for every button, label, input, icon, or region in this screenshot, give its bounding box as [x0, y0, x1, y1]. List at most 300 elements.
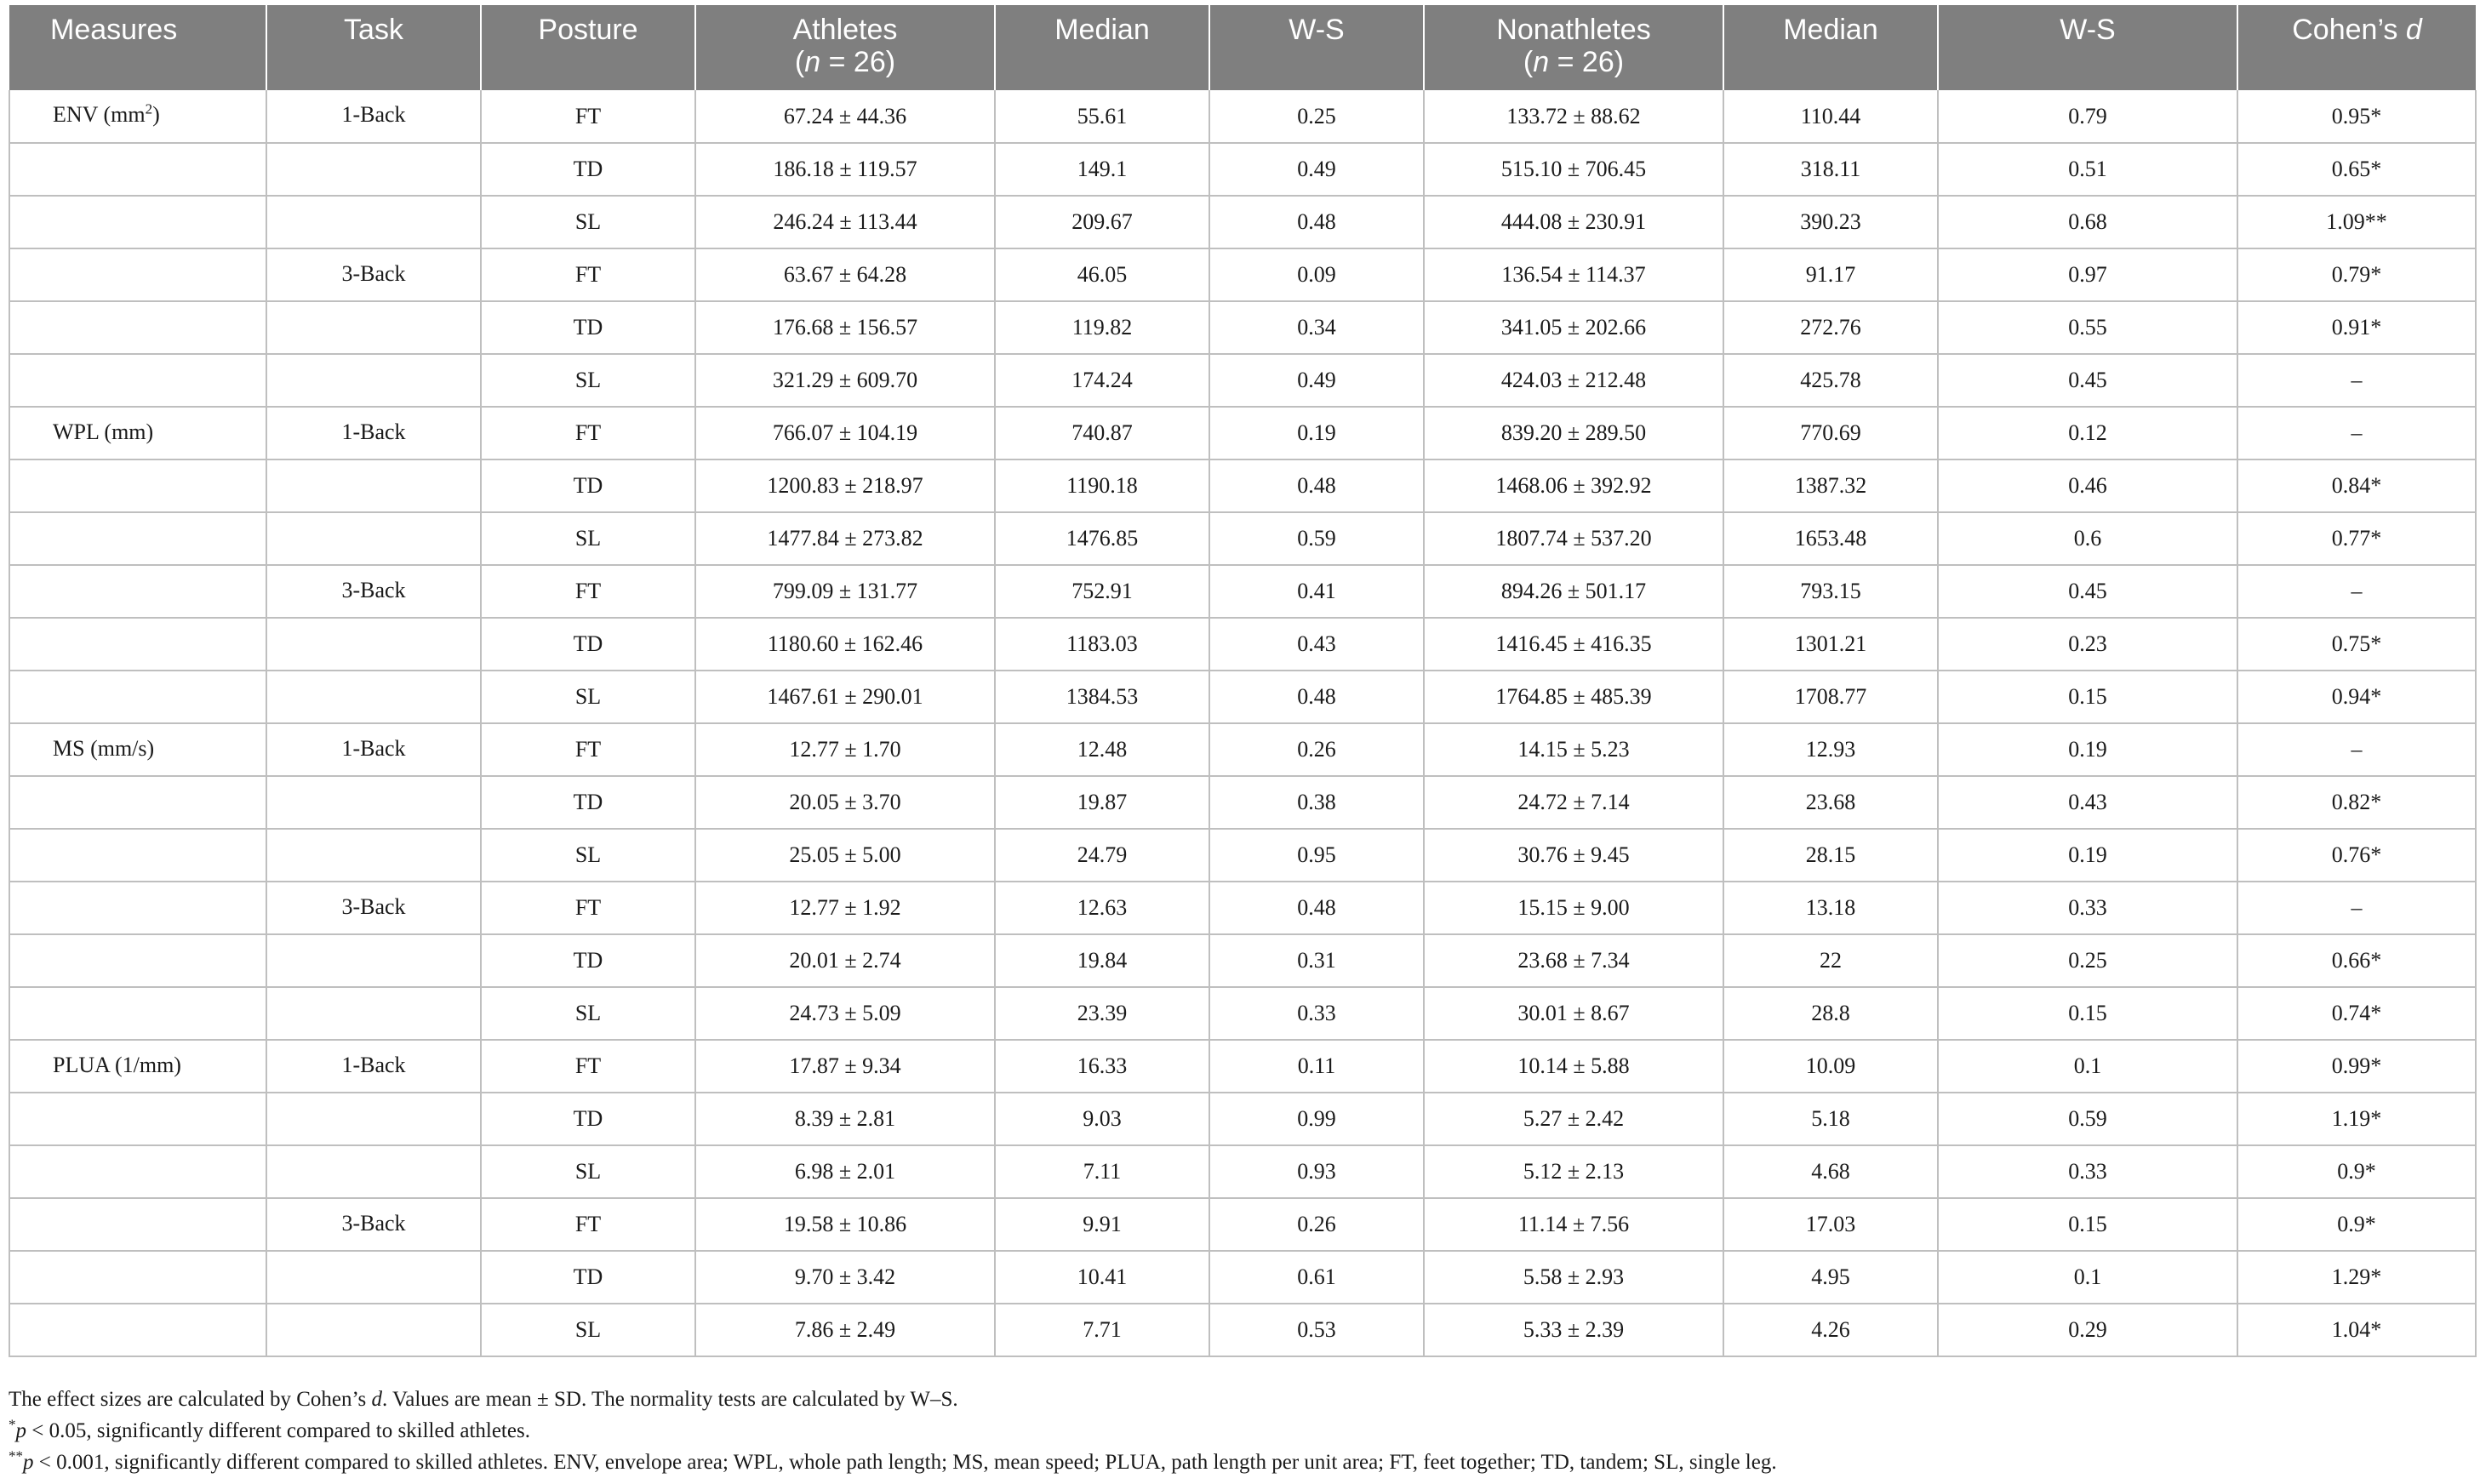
cell-cohens-d: 0.74*: [2237, 987, 2476, 1040]
cell-nonathletes: 1807.74 ± 537.20: [1424, 512, 1723, 565]
cell-athletes: 63.67 ± 64.28: [695, 248, 995, 301]
cell-nonathletes: 515.10 ± 706.45: [1424, 143, 1723, 196]
cell-athletes: 766.07 ± 104.19: [695, 407, 995, 459]
cell-ws-2: 0.97: [1938, 248, 2237, 301]
cell-median-2: 28.15: [1723, 829, 1938, 882]
cell-ws: 0.33: [1209, 987, 1424, 1040]
cell-measure: [9, 1198, 266, 1251]
cell-median-2: 91.17: [1723, 248, 1938, 301]
cell-median: 55.61: [995, 90, 1209, 143]
cell-nonathletes: 341.05 ± 202.66: [1424, 301, 1723, 354]
header-nonathletes-n-value: = 26): [1549, 46, 1625, 78]
cell-ws-2: 0.19: [1938, 829, 2237, 882]
cell-ws-2: 0.33: [1938, 1145, 2237, 1198]
results-table: [9, 5, 2477, 1357]
cell-median-2: 390.23: [1723, 196, 1938, 248]
table-row: [9, 1198, 2476, 1251]
cell-task: 3-Back: [266, 882, 481, 934]
cell-ws: 0.11: [1209, 1040, 1424, 1093]
cell-median-2: 4.26: [1723, 1304, 1938, 1356]
cell-ws: 0.38: [1209, 776, 1424, 829]
header-median: Median: [995, 5, 1209, 90]
cell-athletes: 321.29 ± 609.70: [695, 354, 995, 407]
cell-measure: [9, 512, 266, 565]
cell-athletes: 186.18 ± 119.57: [695, 143, 995, 196]
table-row: [9, 1145, 2476, 1198]
cell-ws: 0.99: [1209, 1093, 1424, 1145]
header-cohens-label: Cohen’s: [2292, 14, 2406, 46]
cell-median-2: 318.11: [1723, 143, 1938, 196]
cell-cohens-d: 0.76*: [2237, 829, 2476, 882]
cell-median: 12.63: [995, 882, 1209, 934]
cell-cohens-d: 0.9*: [2237, 1145, 2476, 1198]
cell-measure: [9, 1304, 266, 1356]
cell-athletes: 6.98 ± 2.01: [695, 1145, 995, 1198]
cell-cohens-d: 0.75*: [2237, 618, 2476, 671]
cell-median: 23.39: [995, 987, 1209, 1040]
header-nonathletes-n-var: n: [1533, 46, 1550, 78]
cell-nonathletes: 5.33 ± 2.39: [1424, 1304, 1723, 1356]
cell-median-2: 12.93: [1723, 723, 1938, 776]
cell-nonathletes: 839.20 ± 289.50: [1424, 407, 1723, 459]
cell-task: [266, 618, 481, 671]
cell-posture: FT: [481, 248, 695, 301]
cell-posture: SL: [481, 1145, 695, 1198]
cell-posture: TD: [481, 143, 695, 196]
note-line-3: [9, 1447, 1777, 1478]
cell-ws: 0.61: [1209, 1251, 1424, 1304]
cell-task: 1-Back: [266, 90, 481, 143]
cell-nonathletes: 23.68 ± 7.34: [1424, 934, 1723, 987]
cell-cohens-d: –: [2237, 565, 2476, 618]
cell-posture: TD: [481, 934, 695, 987]
cell-task: [266, 1251, 481, 1304]
cell-ws-2: 0.1: [1938, 1040, 2237, 1093]
cell-median: 24.79: [995, 829, 1209, 882]
cell-measure: [9, 248, 266, 301]
header-athletes: [695, 5, 995, 90]
cell-ws-2: 0.12: [1938, 407, 2237, 459]
cell-ws: 0.34: [1209, 301, 1424, 354]
header-posture: Posture: [481, 5, 695, 90]
cell-cohens-d: 0.77*: [2237, 512, 2476, 565]
table-row: [9, 143, 2476, 196]
note-2-sup: *: [9, 1416, 16, 1433]
cell-measure: MS (mm/s): [9, 723, 266, 776]
cell-cohens-d: 0.91*: [2237, 301, 2476, 354]
cell-posture: TD: [481, 1251, 695, 1304]
cell-ws: 0.09: [1209, 248, 1424, 301]
cell-ws-2: 0.68: [1938, 196, 2237, 248]
note-2-p: p: [15, 1419, 26, 1442]
cell-nonathletes: 136.54 ± 114.37: [1424, 248, 1723, 301]
cell-measure: [9, 671, 266, 723]
cell-cohens-d: 0.79*: [2237, 248, 2476, 301]
table-row: [9, 354, 2476, 407]
cell-cohens-d: 1.19*: [2237, 1093, 2476, 1145]
cell-median: 9.03: [995, 1093, 1209, 1145]
cell-cohens-d: 0.66*: [2237, 934, 2476, 987]
cell-measure: [9, 1251, 266, 1304]
cell-posture: FT: [481, 90, 695, 143]
cell-posture: SL: [481, 354, 695, 407]
measure-label: ENV (mm: [53, 102, 146, 127]
cell-median: 46.05: [995, 248, 1209, 301]
cell-ws: 0.49: [1209, 354, 1424, 407]
cell-measure: PLUA (1/mm): [9, 1040, 266, 1093]
cell-median: 10.41: [995, 1251, 1209, 1304]
cell-median: 149.1: [995, 143, 1209, 196]
cell-cohens-d: 1.09**: [2237, 196, 2476, 248]
header-nonathletes-n: (n = 26): [1523, 46, 1625, 78]
cell-ws: 0.41: [1209, 565, 1424, 618]
cell-median-2: 22: [1723, 934, 1938, 987]
cell-athletes: 8.39 ± 2.81: [695, 1093, 995, 1145]
cell-athletes: 24.73 ± 5.09: [695, 987, 995, 1040]
cell-nonathletes: 15.15 ± 9.00: [1424, 882, 1723, 934]
table-row: [9, 407, 2476, 459]
cell-task: 1-Back: [266, 1040, 481, 1093]
cell-median: 740.87: [995, 407, 1209, 459]
cell-task: [266, 1304, 481, 1356]
cell-measure: [9, 90, 266, 143]
cell-median: 1183.03: [995, 618, 1209, 671]
cell-median-2: 1301.21: [1723, 618, 1938, 671]
header-nonathletes-label: Nonathletes: [1496, 14, 1651, 46]
table-row: [9, 987, 2476, 1040]
cell-cohens-d: 0.94*: [2237, 671, 2476, 723]
table-row: [9, 1304, 2476, 1356]
cell-ws: 0.25: [1209, 90, 1424, 143]
cell-median-2: 1653.48: [1723, 512, 1938, 565]
cell-cohens-d: 0.95*: [2237, 90, 2476, 143]
cell-median-2: 110.44: [1723, 90, 1938, 143]
cell-median-2: 10.09: [1723, 1040, 1938, 1093]
cell-median-2: 1387.32: [1723, 459, 1938, 512]
table-row: [9, 829, 2476, 882]
cell-ws-2: 0.6: [1938, 512, 2237, 565]
cell-ws: 0.49: [1209, 143, 1424, 196]
cell-athletes: 20.05 ± 3.70: [695, 776, 995, 829]
table-row: [9, 196, 2476, 248]
cell-median: 19.84: [995, 934, 1209, 987]
cell-task: [266, 1093, 481, 1145]
cell-posture: SL: [481, 196, 695, 248]
cell-median: 1190.18: [995, 459, 1209, 512]
cell-ws: 0.53: [1209, 1304, 1424, 1356]
cell-task: 3-Back: [266, 248, 481, 301]
cell-task: [266, 512, 481, 565]
cell-task: 3-Back: [266, 1198, 481, 1251]
note-3-text: < 0.001, significantly different compared to skilled athletes. ENV, envelope area; WPL, whole path length; MS, mean speed; PLUA, path length per unit area; FT, feet together; TD, tandem; SL, single leg.: [33, 1451, 1777, 1474]
cell-posture: SL: [481, 512, 695, 565]
cell-athletes: 176.68 ± 156.57: [695, 301, 995, 354]
note-2-text: < 0.05, significantly different compared to skilled athletes.: [26, 1419, 530, 1442]
header-task: Task: [266, 5, 481, 90]
cell-nonathletes: 14.15 ± 5.23: [1424, 723, 1723, 776]
cell-ws-2: 0.46: [1938, 459, 2237, 512]
cell-task: [266, 829, 481, 882]
cell-ws-2: 0.51: [1938, 143, 2237, 196]
cell-median-2: 770.69: [1723, 407, 1938, 459]
cell-median: 209.67: [995, 196, 1209, 248]
cell-measure: WPL (mm): [9, 407, 266, 459]
cell-ws-2: 0.23: [1938, 618, 2237, 671]
cell-task: [266, 987, 481, 1040]
cell-measure: [9, 565, 266, 618]
cell-median: 1476.85: [995, 512, 1209, 565]
cell-median: 16.33: [995, 1040, 1209, 1093]
cell-cohens-d: –: [2237, 723, 2476, 776]
cell-ws-2: 0.45: [1938, 354, 2237, 407]
cell-median-2: 13.18: [1723, 882, 1938, 934]
cell-measure: [9, 143, 266, 196]
cell-ws-2: 0.55: [1938, 301, 2237, 354]
cell-cohens-d: 0.65*: [2237, 143, 2476, 196]
cell-ws: 0.26: [1209, 1198, 1424, 1251]
header-athletes-n: (n = 26): [794, 46, 896, 78]
cell-cohens-d: 0.9*: [2237, 1198, 2476, 1251]
table-row: [9, 618, 2476, 671]
cell-measure: [9, 1145, 266, 1198]
note-line-1: [9, 1384, 1777, 1415]
cell-athletes: 1200.83 ± 218.97: [695, 459, 995, 512]
cell-ws-2: 0.15: [1938, 987, 2237, 1040]
cell-nonathletes: 11.14 ± 7.56: [1424, 1198, 1723, 1251]
header-cohens-d: [2237, 5, 2476, 90]
cell-measure: [9, 354, 266, 407]
cell-cohens-d: –: [2237, 882, 2476, 934]
cell-median: 12.48: [995, 723, 1209, 776]
cell-median-2: 17.03: [1723, 1198, 1938, 1251]
cell-cohens-d: –: [2237, 354, 2476, 407]
cell-cohens-d: 0.82*: [2237, 776, 2476, 829]
header-athletes-n-value: = 26): [820, 46, 896, 78]
cell-ws-2: 0.29: [1938, 1304, 2237, 1356]
cell-median: 752.91: [995, 565, 1209, 618]
cell-posture: FT: [481, 407, 695, 459]
cell-measure: [9, 301, 266, 354]
cell-nonathletes: 1468.06 ± 392.92: [1424, 459, 1723, 512]
cell-posture: FT: [481, 565, 695, 618]
measure-label-tail: ): [152, 102, 160, 127]
cell-ws-2: 0.19: [1938, 723, 2237, 776]
cell-task: 1-Back: [266, 723, 481, 776]
cell-ws-2: 0.33: [1938, 882, 2237, 934]
table-row: [9, 1251, 2476, 1304]
cell-posture: SL: [481, 1304, 695, 1356]
cell-athletes: 1477.84 ± 273.82: [695, 512, 995, 565]
measure-superscript: 2: [145, 100, 153, 117]
cell-ws-2: 0.15: [1938, 671, 2237, 723]
cell-athletes: 1467.61 ± 290.01: [695, 671, 995, 723]
cell-athletes: 12.77 ± 1.70: [695, 723, 995, 776]
cell-nonathletes: 424.03 ± 212.48: [1424, 354, 1723, 407]
cell-task: [266, 776, 481, 829]
cell-athletes: 9.70 ± 3.42: [695, 1251, 995, 1304]
cell-posture: TD: [481, 301, 695, 354]
cell-nonathletes: 1416.45 ± 416.35: [1424, 618, 1723, 671]
cell-posture: TD: [481, 1093, 695, 1145]
table-row: [9, 90, 2476, 143]
cell-median-2: 793.15: [1723, 565, 1938, 618]
cell-task: 1-Back: [266, 407, 481, 459]
header-row: [9, 5, 2476, 90]
cell-measure: [9, 829, 266, 882]
cell-athletes: 67.24 ± 44.36: [695, 90, 995, 143]
cell-posture: TD: [481, 618, 695, 671]
cell-measure: [9, 934, 266, 987]
note-3-p: p: [23, 1451, 34, 1474]
cell-posture: TD: [481, 459, 695, 512]
cell-cohens-d: 1.29*: [2237, 1251, 2476, 1304]
cell-posture: SL: [481, 987, 695, 1040]
table-row: [9, 1093, 2476, 1145]
cell-ws: 0.48: [1209, 196, 1424, 248]
table-row: [9, 512, 2476, 565]
note-1a: The effect sizes are calculated by Cohen’s: [9, 1388, 372, 1411]
header-measures: Measures: [9, 5, 266, 90]
cell-ws: 0.93: [1209, 1145, 1424, 1198]
table-row: [9, 671, 2476, 723]
cell-nonathletes: 5.12 ± 2.13: [1424, 1145, 1723, 1198]
header-nonathletes: [1424, 5, 1723, 90]
header-ws-2: W-S: [1938, 5, 2237, 90]
cell-ws-2: 0.79: [1938, 90, 2237, 143]
cell-ws: 0.59: [1209, 512, 1424, 565]
cell-athletes: 19.58 ± 10.86: [695, 1198, 995, 1251]
cell-task: [266, 143, 481, 196]
note-1-d: d: [371, 1388, 382, 1411]
cell-task: [266, 671, 481, 723]
cell-cohens-d: –: [2237, 407, 2476, 459]
cell-median-2: 4.68: [1723, 1145, 1938, 1198]
cell-task: [266, 459, 481, 512]
table-row: [9, 723, 2476, 776]
cell-posture: FT: [481, 1040, 695, 1093]
table-row: [9, 882, 2476, 934]
table-body: [9, 90, 2476, 1356]
cell-task: [266, 1145, 481, 1198]
cell-nonathletes: 30.01 ± 8.67: [1424, 987, 1723, 1040]
cell-measure: [9, 196, 266, 248]
cell-median: 7.71: [995, 1304, 1209, 1356]
cell-ws-2: 0.15: [1938, 1198, 2237, 1251]
table-row: [9, 934, 2476, 987]
note-line-2: [9, 1415, 1777, 1447]
cell-nonathletes: 133.72 ± 88.62: [1424, 90, 1723, 143]
cell-posture: FT: [481, 1198, 695, 1251]
cell-athletes: 17.87 ± 9.34: [695, 1040, 995, 1093]
cell-median-2: 23.68: [1723, 776, 1938, 829]
cell-median-2: 4.95: [1723, 1251, 1938, 1304]
header-cohens-d-var: d: [2405, 14, 2422, 46]
table-row: [9, 776, 2476, 829]
header-ws: W-S: [1209, 5, 1424, 90]
cell-ws: 0.43: [1209, 618, 1424, 671]
cell-task: [266, 301, 481, 354]
cell-posture: TD: [481, 776, 695, 829]
cell-measure: [9, 776, 266, 829]
cell-athletes: 12.77 ± 1.92: [695, 882, 995, 934]
cell-ws: 0.48: [1209, 671, 1424, 723]
cell-median: 174.24: [995, 354, 1209, 407]
cell-athletes: 25.05 ± 5.00: [695, 829, 995, 882]
header-median-2: Median: [1723, 5, 1938, 90]
cell-nonathletes: 10.14 ± 5.88: [1424, 1040, 1723, 1093]
cell-cohens-d: 0.99*: [2237, 1040, 2476, 1093]
cell-median-2: 5.18: [1723, 1093, 1938, 1145]
cell-median-2: 425.78: [1723, 354, 1938, 407]
cell-measure: [9, 987, 266, 1040]
header-athletes-label: Athletes: [792, 14, 898, 46]
table-row: [9, 248, 2476, 301]
cell-measure: [9, 1093, 266, 1145]
cell-posture: SL: [481, 829, 695, 882]
cell-task: [266, 934, 481, 987]
cell-nonathletes: 30.76 ± 9.45: [1424, 829, 1723, 882]
cell-nonathletes: 5.27 ± 2.42: [1424, 1093, 1723, 1145]
cell-nonathletes: 24.72 ± 7.14: [1424, 776, 1723, 829]
table-row: [9, 1040, 2476, 1093]
cell-ws-2: 0.45: [1938, 565, 2237, 618]
cell-median: 1384.53: [995, 671, 1209, 723]
cell-ws-2: 0.1: [1938, 1251, 2237, 1304]
cell-ws: 0.19: [1209, 407, 1424, 459]
cell-median: 9.91: [995, 1198, 1209, 1251]
cell-nonathletes: 894.26 ± 501.17: [1424, 565, 1723, 618]
table-container: [9, 5, 2471, 1357]
cell-measure: [9, 618, 266, 671]
cell-ws-2: 0.25: [1938, 934, 2237, 987]
cell-ws-2: 0.59: [1938, 1093, 2237, 1145]
cell-cohens-d: 0.84*: [2237, 459, 2476, 512]
cell-ws: 0.95: [1209, 829, 1424, 882]
cell-ws: 0.48: [1209, 459, 1424, 512]
cell-ws: 0.48: [1209, 882, 1424, 934]
cell-measure: [9, 459, 266, 512]
cell-athletes: 799.09 ± 131.77: [695, 565, 995, 618]
header-athletes-n-var: n: [804, 46, 821, 78]
table-row: [9, 565, 2476, 618]
cell-measure: [9, 882, 266, 934]
table-row: [9, 301, 2476, 354]
cell-ws: 0.31: [1209, 934, 1424, 987]
cell-athletes: 20.01 ± 2.74: [695, 934, 995, 987]
cell-posture: FT: [481, 723, 695, 776]
cell-task: [266, 196, 481, 248]
cell-athletes: 246.24 ± 113.44: [695, 196, 995, 248]
cell-posture: FT: [481, 882, 695, 934]
cell-cohens-d: 1.04*: [2237, 1304, 2476, 1356]
note-3-sup: **: [9, 1447, 23, 1464]
table-row: [9, 459, 2476, 512]
cell-athletes: 7.86 ± 2.49: [695, 1304, 995, 1356]
cell-median-2: 1708.77: [1723, 671, 1938, 723]
cell-median-2: 272.76: [1723, 301, 1938, 354]
cell-posture: SL: [481, 671, 695, 723]
cell-athletes: 1180.60 ± 162.46: [695, 618, 995, 671]
cell-median: 19.87: [995, 776, 1209, 829]
cell-median: 7.11: [995, 1145, 1209, 1198]
cell-median: 119.82: [995, 301, 1209, 354]
cell-nonathletes: 5.58 ± 2.93: [1424, 1251, 1723, 1304]
cell-nonathletes: 1764.85 ± 485.39: [1424, 671, 1723, 723]
cell-ws-2: 0.43: [1938, 776, 2237, 829]
cell-ws: 0.26: [1209, 723, 1424, 776]
note-1b: . Values are mean ± SD. The normality tests are calculated by W–S.: [381, 1388, 958, 1411]
cell-median-2: 28.8: [1723, 987, 1938, 1040]
